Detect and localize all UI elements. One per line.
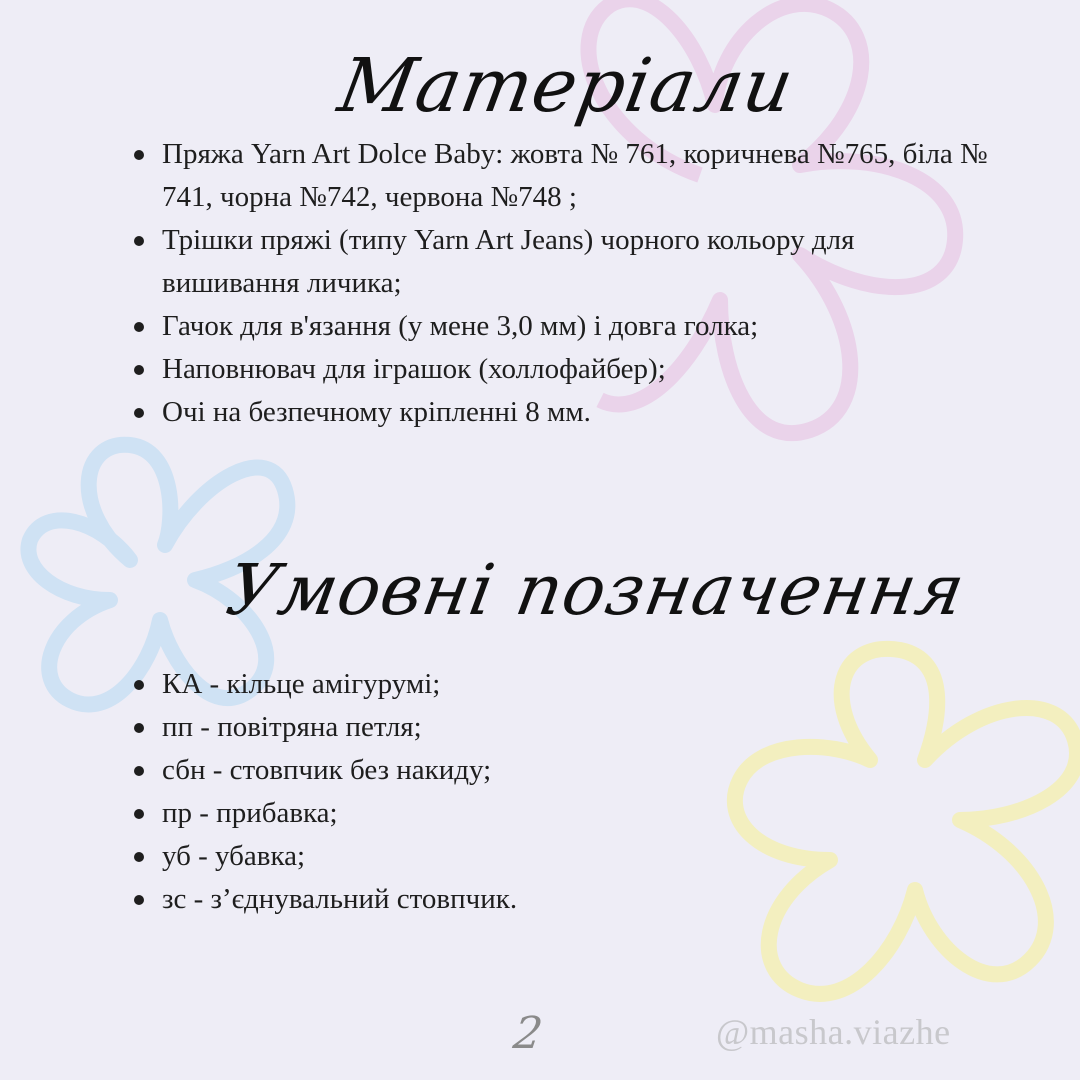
materials-heading: Матеріали	[332, 43, 801, 129]
list-item: Трішки пряжі (типу Yarn Art Jeans) чорного кольору для вишивання личика;	[130, 219, 990, 305]
list-item: Очі на безпечному кріпленні 8 мм.	[130, 391, 990, 434]
list-item: уб - убавка;	[130, 835, 830, 878]
list-item: КА - кільце амігурумі;	[130, 663, 830, 706]
legend-list	[130, 663, 830, 921]
watermark-handle: @masha.viazhe	[716, 1012, 951, 1052]
list-item: Наповнювач для іграшок (холлофайбер);	[130, 348, 990, 391]
legend-heading: Умовні позначення	[220, 549, 972, 631]
list-item: пп - повітряна петля;	[130, 706, 830, 749]
list-item: зс - з’єднувальний стовпчик.	[130, 878, 830, 921]
page-number: 2	[510, 1008, 546, 1059]
list-item: Гачок для в'язання (у мене 3,0 мм) і довга голка;	[130, 305, 990, 348]
list-item: Пряжа Yarn Art Dolce Baby: жовта № 761, коричнева №765, біла № 741, чорна №742, червона №748 ;	[130, 133, 990, 219]
materials-list	[130, 133, 990, 434]
list-item: сбн - стовпчик без накиду;	[130, 749, 830, 792]
list-item: пр - прибавка;	[130, 792, 830, 835]
